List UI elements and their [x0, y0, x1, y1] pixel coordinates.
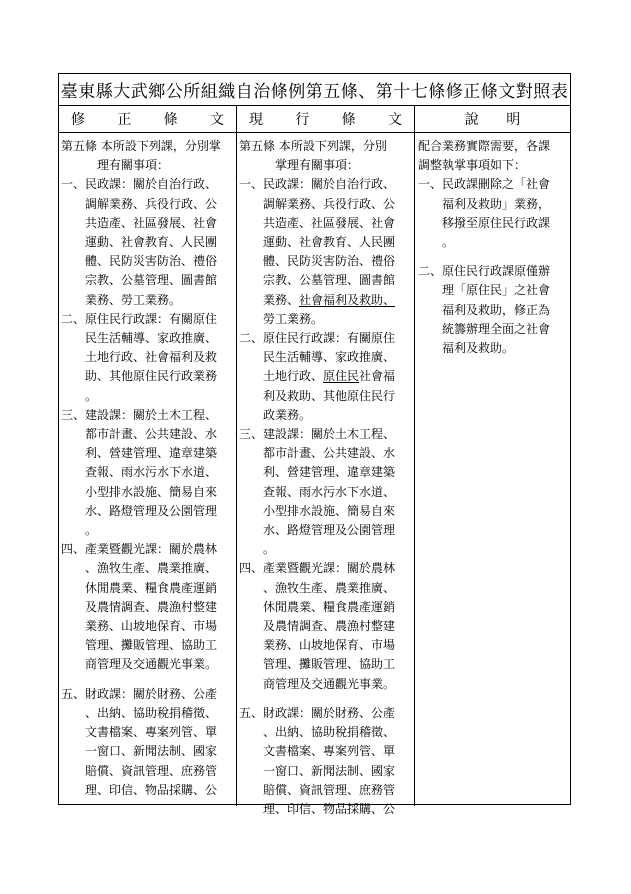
text-line: 查報、雨水污水下水道、	[61, 465, 218, 480]
text-line: 五、財政課：關於財務、公產	[239, 705, 396, 720]
text-line: 土地行政、原住民社會福	[239, 369, 396, 384]
text-line: 體、民防災害防治、禮俗	[239, 254, 396, 269]
notes-cell	[415, 133, 570, 806]
text-line: 水、路燈管理及公園管理	[61, 503, 218, 518]
text-line: 查報、雨水污水下水道、	[239, 484, 396, 499]
text-line: 一、民政課：關於自治行政、	[239, 177, 396, 192]
text-line: 福利及救助，修正為	[418, 302, 551, 317]
text-line: 休閒農業、糧食農產運銷	[61, 580, 218, 595]
text-line: 統籌辦理全面之社會	[418, 321, 551, 336]
text-line: 、出納、協助稅捐稽徵、	[61, 705, 218, 720]
text-line: 調整執掌事項如下：	[418, 158, 527, 173]
text-line: 、漁牧生產、農業推廣、	[61, 561, 218, 576]
text-line: 文書檔案、專案列管、單	[61, 725, 218, 740]
text-line: 三、建設課：關於土木工程、	[239, 427, 396, 442]
text-line: 勞工業務。	[239, 311, 324, 326]
current-text-cell	[237, 133, 415, 816]
text-line: 業務、社會福利及救助、	[239, 292, 396, 307]
text-line: 土地行政、社會福利及救	[61, 350, 218, 365]
text-line: 政業務。	[239, 407, 312, 422]
text-line: 調解業務、兵役行政、公	[239, 196, 396, 211]
text-line: 理、印信、物品採購、公	[239, 801, 396, 816]
comparison-table	[58, 73, 571, 816]
text-line: 四、產業暨觀光課：關於農林	[61, 542, 218, 557]
text-line: 小型排水設施、簡易自來	[61, 484, 218, 499]
text-line: 管理、攤販管理、協助工	[239, 657, 396, 672]
text-line: 利、營建管理、違章建築	[239, 465, 396, 480]
text-line: 共造產、社區發展、社會	[239, 215, 396, 230]
text-line	[61, 675, 234, 685]
text-line: 一窗口、新聞法制、國家	[61, 744, 218, 759]
text-line: 福利及救助。	[418, 341, 515, 356]
text-line: 福利及救助」業務，	[418, 196, 551, 211]
underlined-text: 社會福利及救助、	[299, 292, 396, 307]
text-line: 理、印信、物品採購、公	[61, 782, 218, 797]
header-amended: 修 正 條 文	[59, 106, 237, 132]
header-notes: 說 明	[464, 112, 521, 128]
header-current: 現 行 條 文	[237, 106, 415, 132]
text-line: 理有關事項：	[61, 158, 170, 173]
text-line: 第五條 本所設下列課，分別	[239, 139, 387, 153]
underlined-text: 原住民	[323, 369, 360, 384]
text-line: 三、建設課：關於土木工程、	[61, 407, 218, 422]
amended-text-cell	[59, 133, 237, 806]
text-line: 商管理及交通觀光事業。	[61, 657, 218, 672]
text-line: 二、原住民行政課：有關原住	[61, 311, 218, 326]
text-line: 宗教、公墓管理、圖書館	[61, 273, 218, 288]
text-line: 商管理及交通觀光事業。	[239, 676, 396, 691]
text-line: 賠償、資訊管理、庶務管	[239, 782, 396, 797]
text-line: 、出納、協助稅捐稽徵、	[239, 725, 396, 740]
text-line: 休閒農業、糧食農產運銷	[239, 599, 396, 614]
text-line: 助、其他原住民行政業務	[61, 369, 218, 384]
text-line: 民生活輔導、家政推廣、	[61, 331, 218, 346]
text-line: 利及救助、其他原住民行	[239, 388, 396, 403]
text-line	[418, 252, 567, 262]
text-line: 體、民防災害防治、禮俗	[61, 254, 218, 269]
text-line: 二、原住民行政課原僅辦	[418, 264, 551, 279]
text-line: 賠償、資訊管理、庶務管	[61, 763, 218, 778]
text-line: 業務、山坡地保育、市場	[61, 619, 218, 634]
text-line: 理「原住民」之社會	[418, 283, 551, 298]
text-line: 管理、攤販管理、協助工	[61, 638, 218, 653]
text-line: 及農情調查、農漁村整建	[239, 619, 396, 634]
text-line: 四、產業暨觀光課：關於農林	[239, 561, 396, 576]
text-line: 掌理有關事項：	[239, 158, 360, 173]
text-line: 運動、社會教育、人民團	[239, 235, 396, 250]
document-title: 臺東縣大武鄉公所組織自治條例第五條、第十七條修正條文對照表	[59, 74, 570, 106]
text-line: 業務、勞工業務。	[61, 292, 182, 307]
text-line: 文書檔案、專案列管、單	[239, 744, 396, 759]
text-line: 配合業務實際需要，各課	[418, 139, 551, 153]
text-line: 調解業務、兵役行政、公	[61, 196, 218, 211]
text-line: 。	[239, 542, 276, 557]
text-line: 第五條 本所設下列課，分別掌	[61, 139, 221, 153]
table-body-row	[59, 133, 570, 816]
text-line: 運動、社會教育、人民團	[61, 235, 218, 250]
text-line: 及農情調查、農漁村整建	[61, 599, 218, 614]
text-line: 、漁牧生產、農業推廣、	[239, 580, 396, 595]
text-line: 都市計畫、公共建設、水	[61, 427, 218, 442]
text-line: 小型排水設施、簡易自來	[239, 503, 396, 518]
text-line: 。	[61, 523, 98, 538]
text-line: 民生活輔導、家政推廣、	[239, 350, 396, 365]
text-line: 一、民政課：關於自治行政、	[61, 177, 218, 192]
text-line: 。	[418, 235, 455, 250]
text-line: 利、營建管理、違章建築	[61, 446, 218, 461]
text-line: 五、財政課：關於財務、公產	[61, 686, 218, 701]
text-line: 。	[61, 388, 98, 403]
text-line: 一窗口、新聞法制、國家	[239, 763, 396, 778]
text-line: 都市計畫、公共建設、水	[239, 446, 396, 461]
text-line: 二、原住民行政課：有關原住	[239, 331, 396, 346]
text-line: 一、民政課刪除之「社會	[418, 177, 551, 192]
text-line: 業務、山坡地保育、市場	[239, 638, 396, 653]
text-line: 水、路燈管理及公園管理	[239, 523, 396, 538]
table-header-row	[59, 106, 570, 133]
text-line: 移撥至原住民行政課	[418, 215, 551, 230]
text-line: 共造產、社區發展、社會	[61, 215, 218, 230]
text-line: 宗教、公墓管理、圖書館	[239, 273, 396, 288]
text-line	[239, 694, 412, 704]
